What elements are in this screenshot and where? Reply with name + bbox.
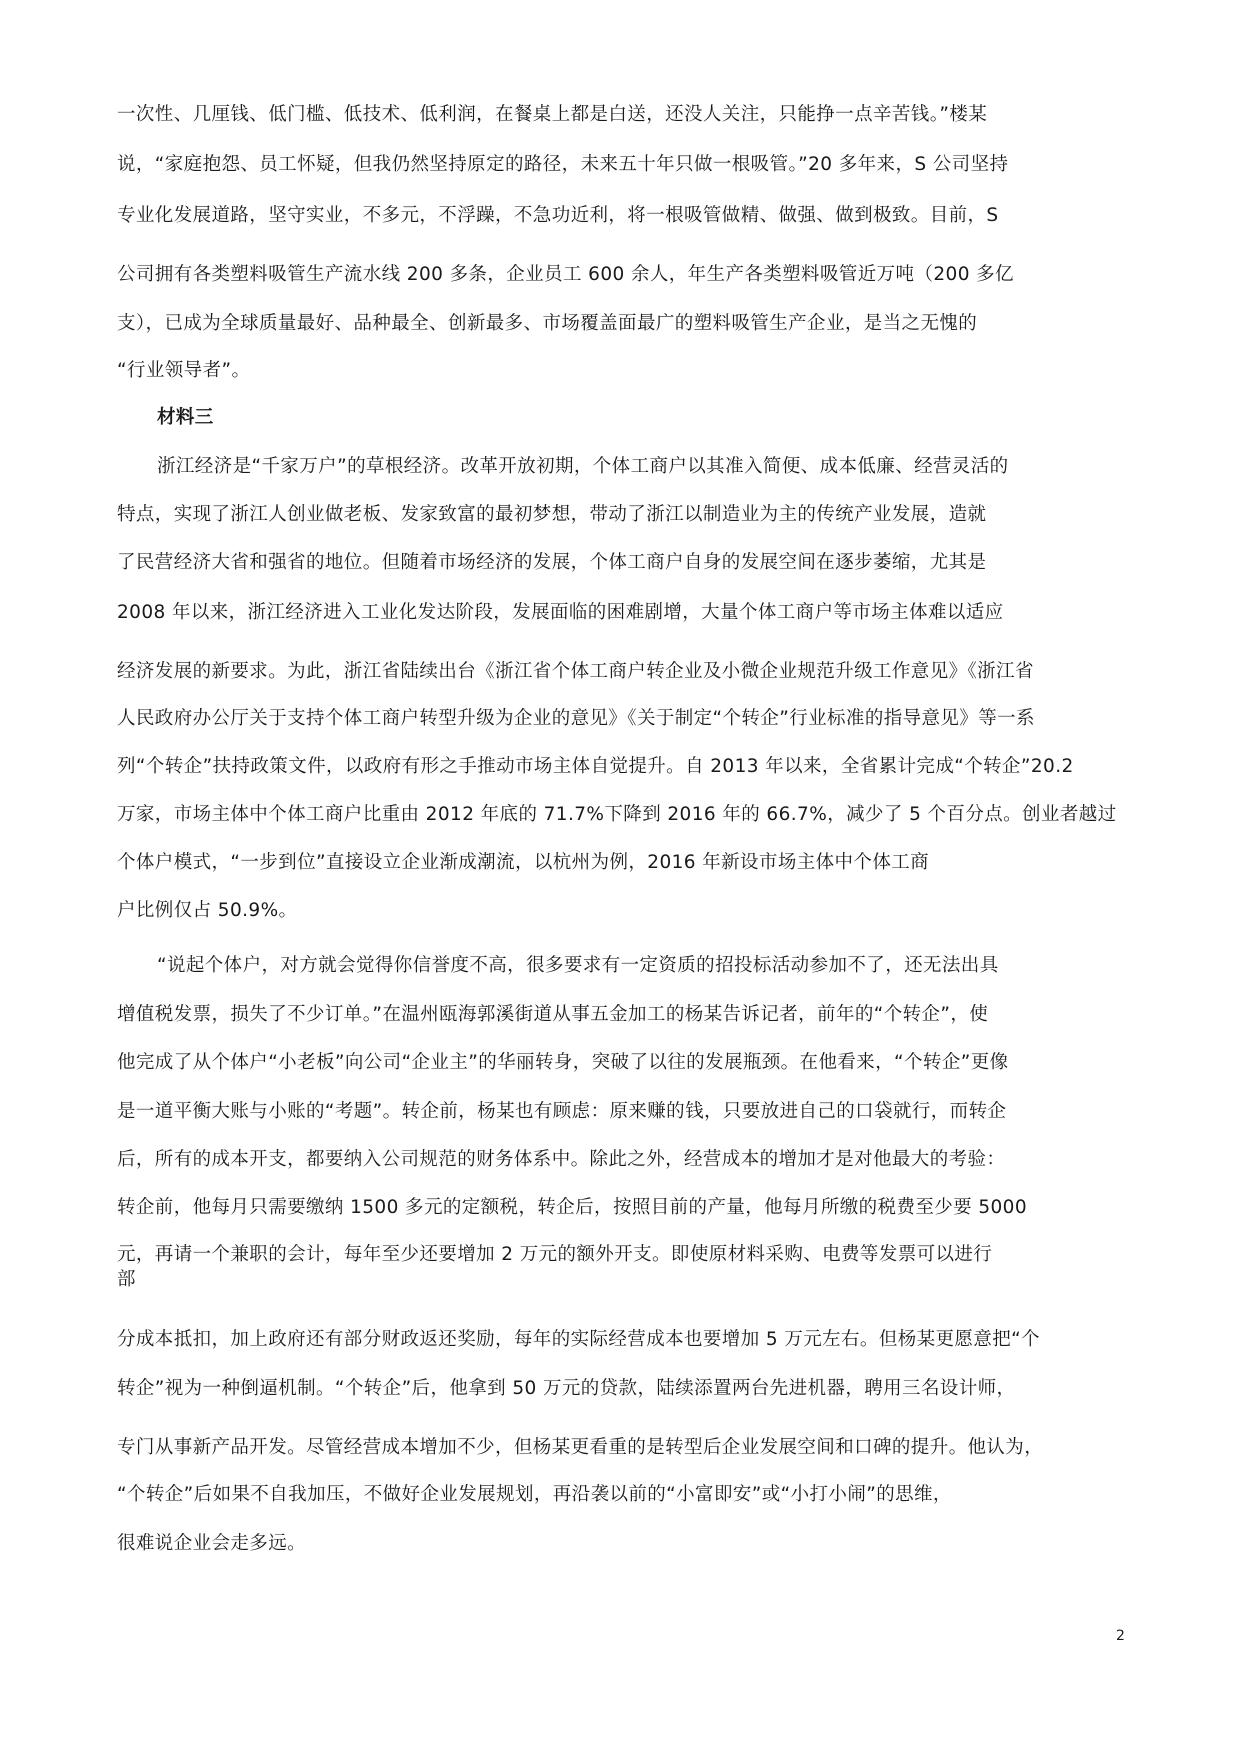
text-line: “个转企”后如果不自我加压，不做好企业发展规划，再沿袭以前的“小富即安”或“小打小闹”的思维， bbox=[117, 1484, 952, 1505]
text-line: 增值税发票，损失了不少订单。”在温州瓯海郭溪街道从事五金加工的杨某告诉记者，前年的“个转企”，使 bbox=[117, 1004, 989, 1025]
text-line: 支），已成为全球质量最好、品种最全、创新最多、市场覆盖面最广的塑料吸管生产企业，是当之无愧的 bbox=[117, 313, 978, 334]
section-heading: 材料三 bbox=[157, 407, 214, 428]
text-line: 分成本抵扣，加上政府还有部分财政返还奖励，每年的实际经营成本也要增加 5 万元左右。但杨某更愿意把“个 bbox=[117, 1329, 1041, 1350]
text-line: 特点，实现了浙江人创业做老板、发家致富的最初梦想，带动了浙江以制造业为主的传统产业发展，造就 bbox=[117, 504, 987, 525]
text-line: “说起个体户，对方就会觉得你信誉度不高，很多要求有一定资质的招投标活动参加不了，还无法出具 bbox=[157, 955, 999, 976]
text-line: 是一道平衡大账与小账的“考题”。转企前，杨某也有顾虑：原来赚的钱，只要放进自己的口袋就行，而转企 bbox=[117, 1101, 1007, 1122]
text-line: 个体户模式，“一步到位”直接设立企业渐成潮流，以杭州为例，2016 年新设市场主体中个体工商 bbox=[117, 852, 930, 873]
page-number: 2 bbox=[1116, 1628, 1125, 1644]
text-line: 了民营经济大省和强省的地位。但随着市场经济的发展，个体工商户自身的发展空间在逐步萎缩，尤其是 bbox=[117, 552, 987, 573]
text-line: 很难说企业会走多远。 bbox=[117, 1533, 307, 1554]
text-line: 专门从事新产品开发。尽管经营成本增加不少，但杨某更看重的是转型后企业发展空间和口碑的提升。他认为， bbox=[117, 1437, 1044, 1458]
text-line: 转企前，他每月只需要缴纳 1500 多元的定额税，转企后，按照目前的产量，他每月所缴的税费至少要 5000 bbox=[117, 1197, 1028, 1218]
text-line: 转企”视为一种倒逼机制。“个转企”后，他拿到 50 万元的贷款，陆续添置两台先进机器，聘用三名设计师， bbox=[117, 1378, 1016, 1399]
text-line: 说，“家庭抱怨、员工怀疑，但我仍然坚持原定的路径，未来五十年只做一根吸管。”20 多年来，S 公司坚持 bbox=[117, 154, 1009, 175]
text-line: 后，所有的成本开支，都要纳入公司规范的财务体系中。除此之外，经营成本的增加才是对他最大的考验： bbox=[117, 1149, 1006, 1170]
text-line: 2008 年以来，浙江经济进入工业化发达阶段，发展面临的困难剧增，大量个体工商户等市场主体难以适应 bbox=[117, 602, 1004, 623]
text-line: 列“个转企”扶持政策文件，以政府有形之手推动市场主体自觉提升。自 2013 年以来，全省累计完成“个转企”20.2 bbox=[117, 756, 1074, 777]
text-line: 元，再请一个兼职的会计，每年至少还要增加 2 万元的额外开支。即使原材料采购、电费等发票可以进行 bbox=[117, 1244, 993, 1265]
text-line: 浙江经济是“千家万户”的草根经济。改革开放初期，个体工商户以其准入简便、成本低廉、经营灵活的 bbox=[157, 456, 1009, 477]
text-line: 经济发展的新要求。为此，浙江省陆续出台《浙江省个体工商户转企业及小微企业规范升级工作意见》《浙江省 bbox=[117, 661, 1034, 682]
text-line: 部 bbox=[117, 1269, 136, 1290]
text-line: 人民政府办公厅关于支持个体工商户转型升级为企业的意见》《关于制定“个转企”行业标准的指导意见》等一系 bbox=[117, 708, 1035, 729]
text-line: 公司拥有各类塑料吸管生产流水线 200 多条，企业员工 600 余人，年生产各类塑料吸管近万吨（200 多亿 bbox=[117, 264, 1014, 285]
text-line: 专业化发展道路，坚守实业，不多元，不浮躁，不急功近利，将一根吸管做精、做强、做到极致。目前，S bbox=[117, 205, 999, 226]
text-line: 一次性、几厘钱、低门槛、低技术、低利润，在餐桌上都是白送，还没人关注，只能挣一点辛苦钱。”楼某 bbox=[117, 104, 988, 125]
text-line: “行业领导者”。 bbox=[117, 360, 251, 381]
text-line: 他完成了从个体户“小老板”向公司“企业主”的华丽转身，突破了以往的发展瓶颈。在他看来，“个转企”更像 bbox=[117, 1052, 1009, 1073]
text-line: 万家，市场主体中个体工商户比重由 2012 年底的 71.7%下降到 2016 年的 66.7%，减少了 5 个百分点。创业者越过 bbox=[117, 804, 1117, 825]
text-line: 户比例仅占 50.9%。 bbox=[117, 900, 298, 921]
